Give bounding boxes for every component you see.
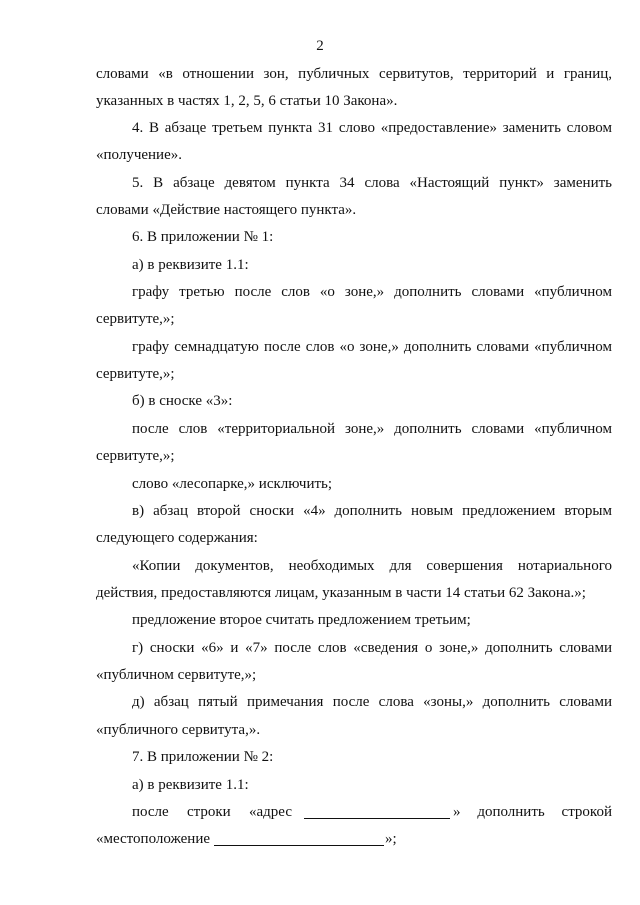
- paragraph-line: 6. В приложении № 1:: [132, 229, 274, 245]
- address-line-suffix: » дополнить строкой: [453, 804, 612, 820]
- paragraph-line: «публичного сервитута,».: [96, 722, 261, 738]
- page-number: 2: [316, 38, 324, 54]
- paragraph-line: б) в сноске «3»:: [132, 393, 233, 409]
- paragraph-line: «получение».: [96, 147, 182, 163]
- paragraph-line: следующего содержания:: [96, 530, 258, 546]
- paragraph-line: а) в реквизите 1.1:: [132, 257, 249, 273]
- location-line-prefix: «местоположение: [96, 831, 211, 847]
- location-line-suffix: »;: [385, 831, 397, 847]
- paragraph-line: 7. В приложении № 2:: [132, 749, 274, 765]
- paragraph-line: словами «Действие настоящего пункта».: [96, 202, 357, 218]
- paragraph-line: слово «лесопарке,» исключить;: [132, 476, 333, 492]
- paragraph-line: «Копии документов, необходимых для совершения нотариального: [132, 558, 612, 574]
- location-blank: [214, 831, 384, 846]
- paragraph-line: д) абзац пятый примечания после слова «зоны,» дополнить словами: [132, 694, 612, 710]
- paragraph-line: сервитуте,»;: [96, 448, 175, 464]
- paragraph-line: а) в реквизите 1.1:: [132, 777, 249, 793]
- paragraph-line: сервитуте,»;: [96, 366, 175, 382]
- address-line-prefix: после строки «адрес: [132, 804, 292, 820]
- paragraph-line: указанных в частях 1, 2, 5, 6 статьи 10 Закона».: [96, 93, 398, 109]
- paragraph-line: словами «в отношении зон, публичных сервитутов, территорий и границ,: [96, 66, 612, 82]
- paragraph-line: графу третью после слов «о зоне,» дополнить словами «публичном: [132, 284, 612, 300]
- paragraph-line: действия, предоставляются лицам, указанным в части 14 статьи 62 Закона.»;: [96, 585, 586, 601]
- address-blank: [304, 804, 450, 819]
- paragraph-line: графу семнадцатую после слов «о зоне,» дополнить словами «публичном: [132, 339, 612, 355]
- paragraph-line: г) сноски «6» и «7» после слов «сведения о зоне,» дополнить словами: [132, 640, 612, 656]
- paragraph-line: 5. В абзаце девятом пункта 34 слова «Настоящий пункт» заменить: [132, 175, 612, 191]
- paragraph-line: после слов «территориальной зоне,» дополнить словами «публичном: [132, 421, 612, 437]
- paragraph-line: сервитуте,»;: [96, 311, 175, 327]
- paragraph-line: «публичном сервитуте,»;: [96, 667, 257, 683]
- paragraph-line: предложение второе считать предложением третьим;: [132, 612, 471, 628]
- paragraph-line: в) абзац второй сноски «4» дополнить новым предложением вторым: [132, 503, 612, 519]
- paragraph-line: 4. В абзаце третьем пункта 31 слово «предоставление» заменить словом: [132, 120, 612, 136]
